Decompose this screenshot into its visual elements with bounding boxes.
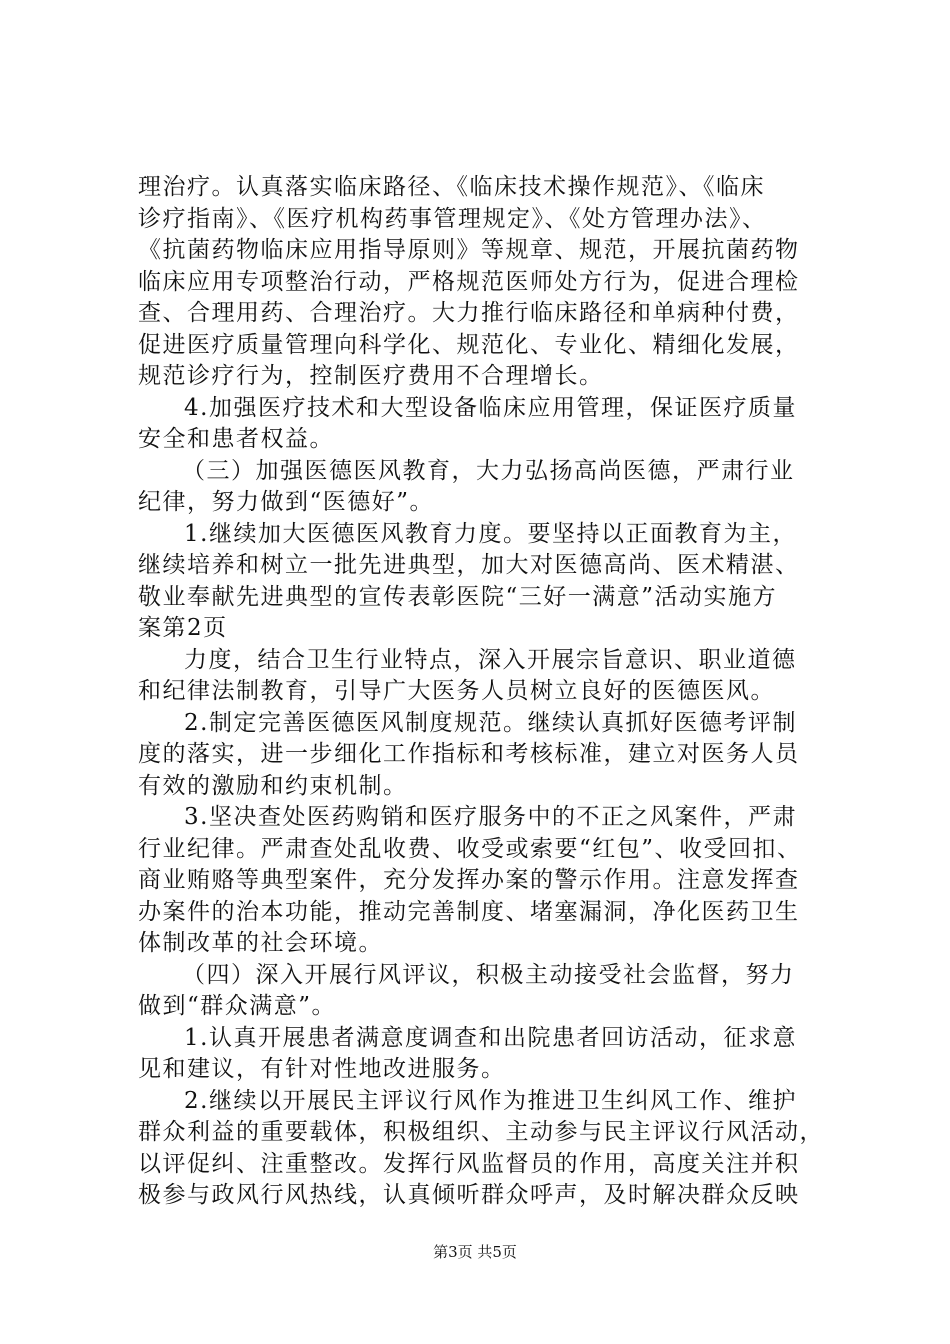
text-line: 极参与政风行风热线，认真倾听群众呼声，及时解决群众反映 [138, 1182, 800, 1208]
paragraph-start-line: 1.认真开展患者满意度调查和出院患者回访活动，征求意 [184, 1024, 797, 1051]
text-line: 以评促纠、注重整改。发挥行风监督员的作用，高度关注并积 [138, 1150, 800, 1177]
paragraph-start-line: 2.制定完善医德医风制度规范。继续认真抓好医德考评制 [184, 709, 797, 736]
paragraph-start-line: 力度，结合卫生行业特点，深入开展宗旨意识、职业道德 [184, 646, 797, 673]
text-line: 有效的激励和约束机制。 [138, 772, 408, 799]
text-line: 群众利益的重要载体，积极组织、主动参与民主评议行风活动， [138, 1119, 824, 1145]
text-line: 安全和患者权益。 [138, 426, 334, 452]
text-line: 《抗菌药物临床应用指导原则》等规章、规范，开展抗菌药物 [138, 237, 800, 263]
text-line: 诊疗指南》、《医疗机构药事管理规定》、《处方管理办法》、 [138, 205, 767, 232]
paragraph-start-line: 2.继续以开展民主评议行风作为推进卫生纠风工作、维护 [184, 1087, 797, 1114]
section-heading-line: （三）加强医德医风教育，大力弘扬高尚医德，严肃行业 [182, 457, 795, 484]
text-line: 规范诊疗行为，控制医疗费用不合理增长。 [138, 363, 604, 389]
page-footer: 第3页 共5页 [433, 1243, 517, 1261]
text-line: 体制改革的社会环境。 [138, 930, 383, 956]
text-line: 理治疗。认真落实临床路径、《临床技术操作规范》、《临床 [138, 174, 765, 200]
text-line: 纪律，努力做到“医德好”。 [138, 489, 435, 515]
text-line: 做到“群众满意”。 [138, 993, 337, 1019]
text-line: 敬业奉献先进典型的宣传表彰医院“三好一满意”活动实施方 [138, 583, 778, 610]
text-line: 和纪律法制教育，引导广大医务人员树立良好的医德医风。 [138, 678, 775, 704]
text-line: 案第2页 [138, 615, 228, 641]
text-line: 临床应用专项整治行动，严格规范医师处方行为，促进合理检 [138, 268, 800, 295]
text-line: 商业贿赂等典型案件，充分发挥办案的警示作用。注意发挥查 [138, 867, 800, 893]
paragraph-start-line: 4.加强医疗技术和大型设备临床应用管理，保证医疗质量 [184, 394, 797, 421]
text-line: 继续培养和树立一批先进典型，加大对医德高尚、医术精湛、 [138, 552, 800, 578]
section-heading-line: （四）深入开展行风评议，积极主动接受社会监督，努力 [182, 961, 795, 988]
text-line: 查、合理用药、合理治疗。大力推行临床路径和单病种付费， [138, 300, 800, 326]
paragraph-start-line: 3.坚决查处医药购销和医疗服务中的不正之风案件，严肃 [184, 804, 797, 830]
text-line: 行业纪律。严肃查处乱收费、收受或索要“红包”、收受回扣、 [138, 835, 802, 862]
text-line: 办案件的治本功能，推动完善制度、堵塞漏洞，净化医药卫生 [138, 898, 800, 925]
text-line: 促进医疗质量管理向科学化、规范化、专业化、精细化发展， [138, 331, 800, 358]
document-body [138, 172, 830, 1212]
paragraph-start-line: 1.继续加大医德医风教育力度。要坚持以正面教育为主， [184, 520, 797, 547]
text-line: 见和建议，有针对性地改进服务。 [138, 1056, 506, 1082]
text-line: 度的落实，进一步细化工作指标和考核标准，建立对医务人员 [138, 741, 800, 767]
